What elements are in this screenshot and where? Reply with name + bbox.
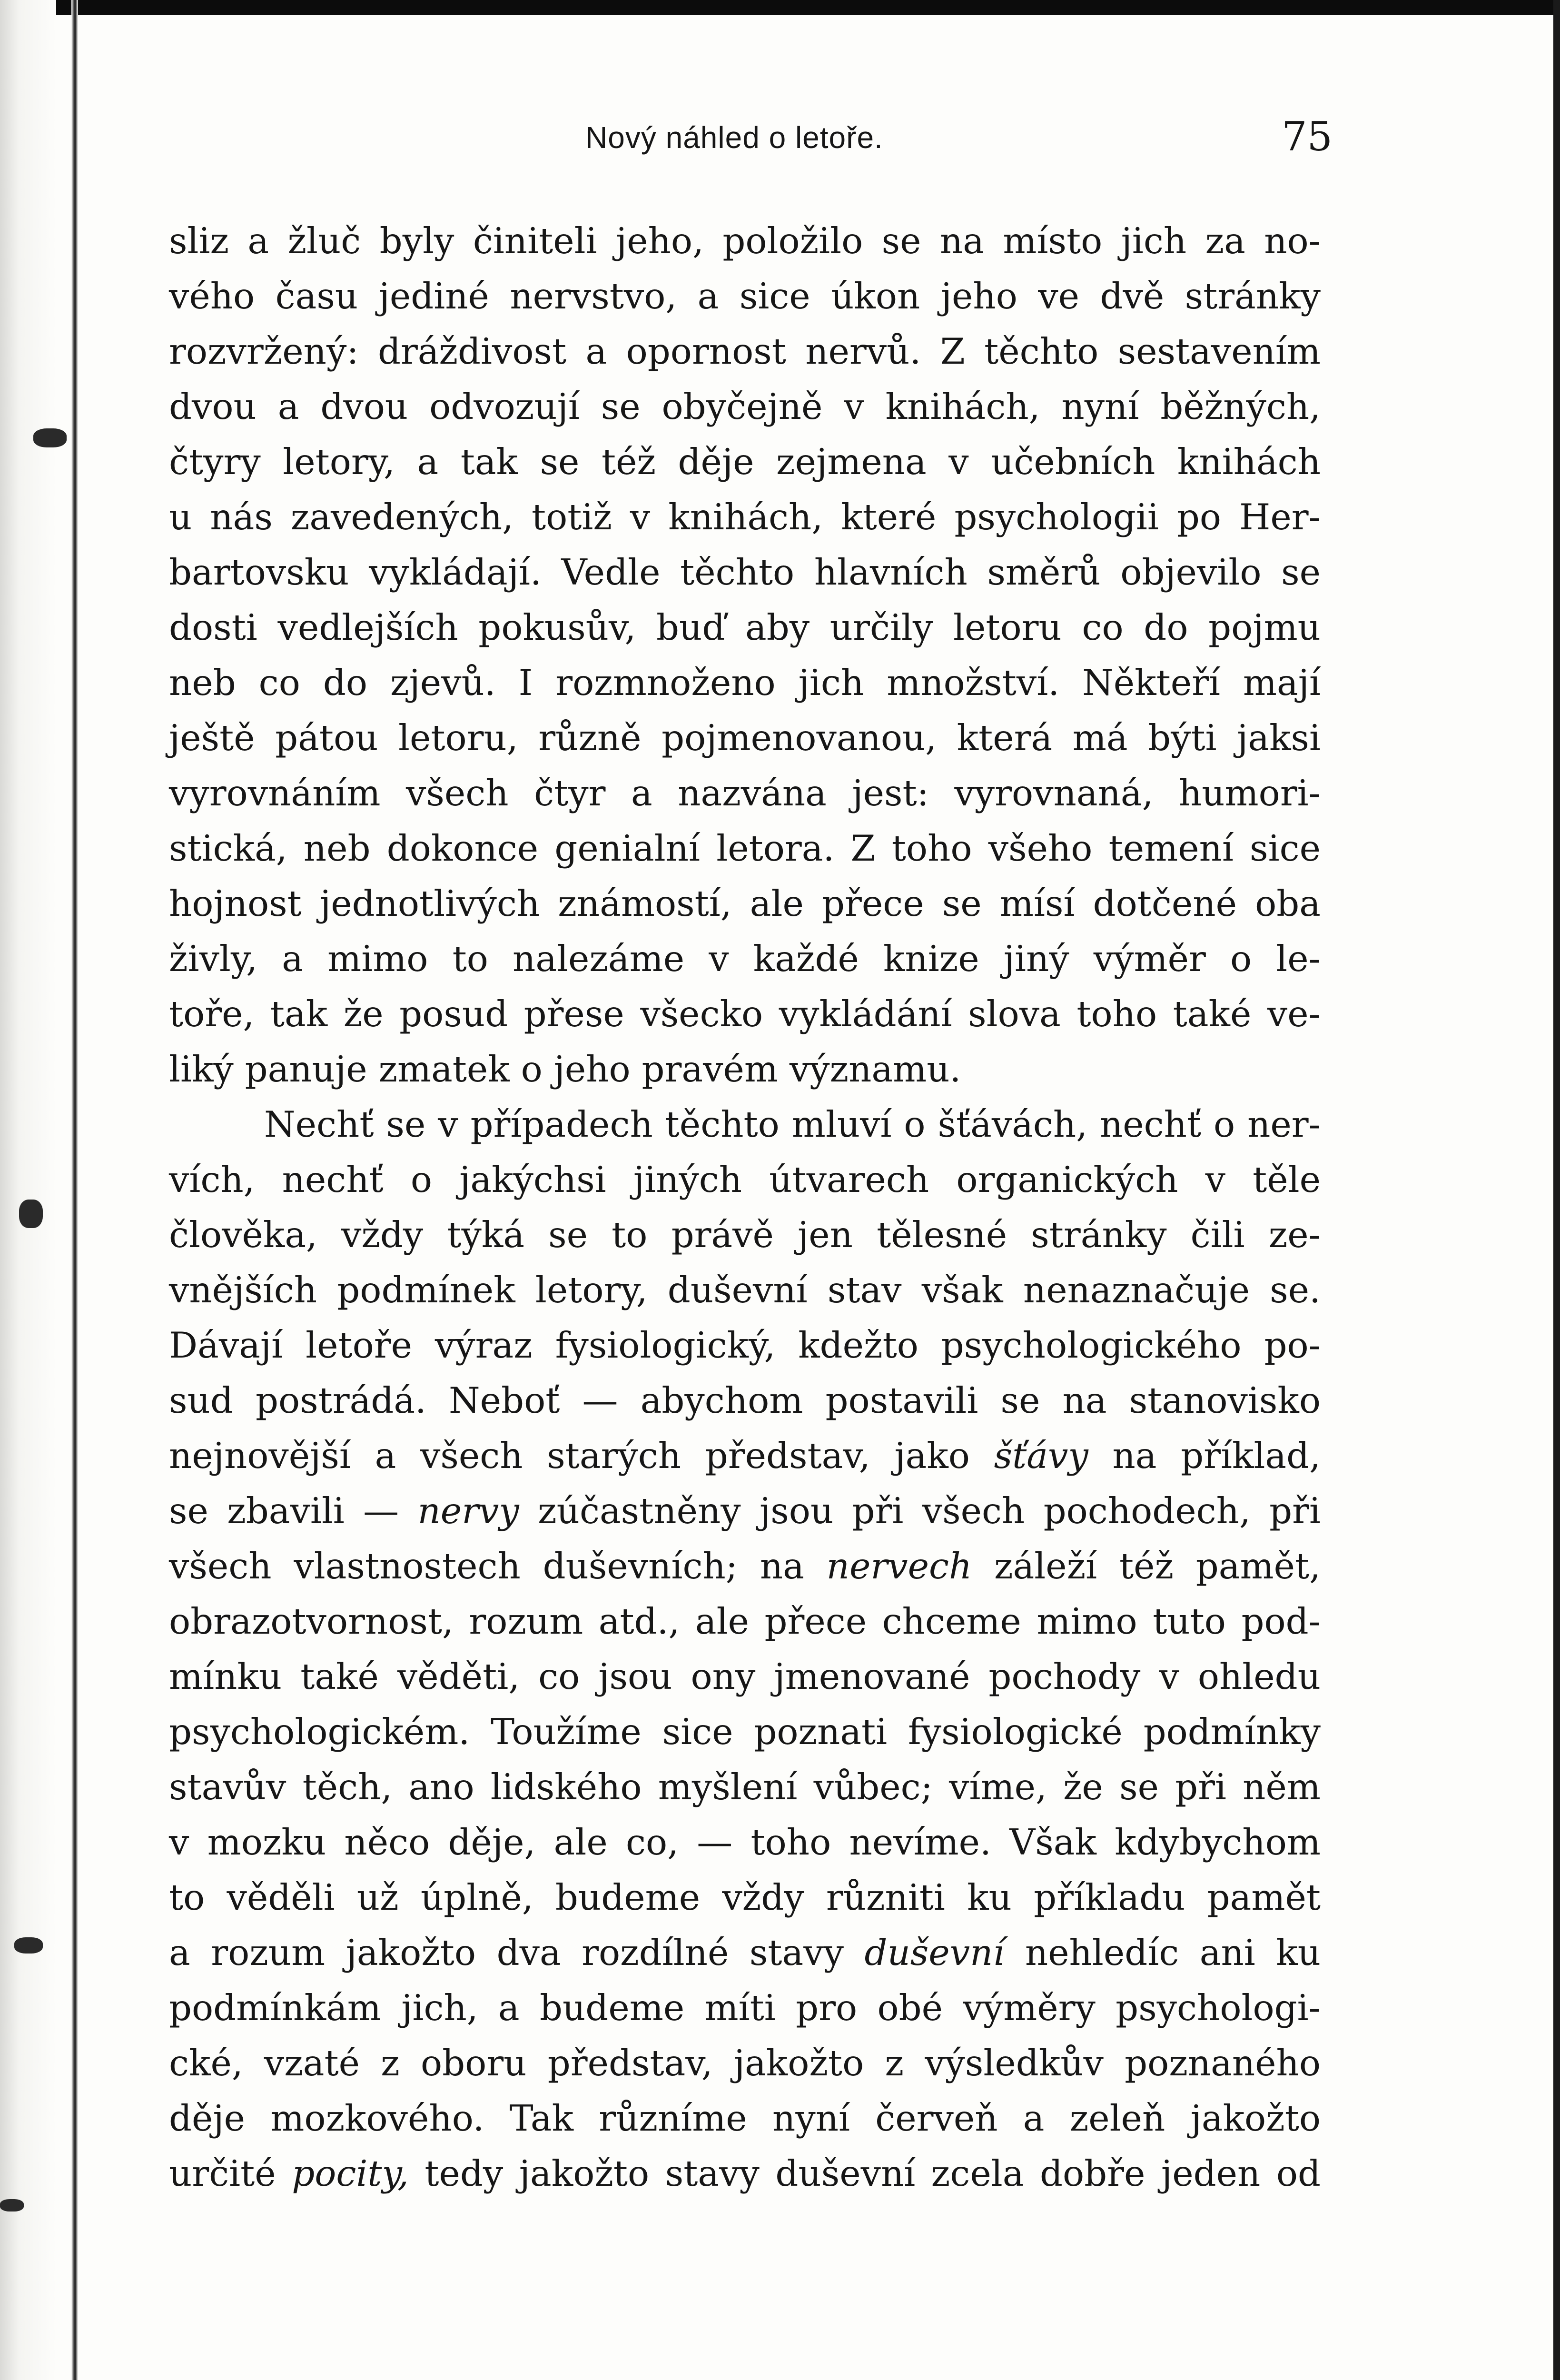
text-line: živly, a mimo to nalezáme v každé knize jiný výměr o le- [169, 938, 1321, 980]
text-line: podmínkám jich, a budeme míti pro obé výměry psychologi- [169, 1987, 1321, 2029]
emphasis-text: nervy [417, 1490, 519, 1532]
text-line: psychologickém. Toužíme sice poznati fysiologické podmínky [169, 1711, 1321, 1753]
binding-shadow [0, 0, 56, 2380]
page-number: 75 [1282, 113, 1333, 160]
text-line: u nás zavedených, totiž v knihách, které psychologii po Her- [169, 496, 1321, 538]
text-line: vnějších podmínek letory, duševní stav však nenaznačuje se. [169, 1269, 1321, 1311]
text-line: dosti vedlejších pokusův, buď aby určily letoru co do pojmu [169, 606, 1321, 648]
text-line: v mozku něco děje, ale co, — toho nevíme. Však kdybychom [169, 1821, 1321, 1863]
scan-right-edge [1553, 0, 1560, 2380]
text-line: toře, tak že posud přese všecko vykládání slova toho také ve- [169, 993, 1321, 1035]
text-line: mínku také věděti, co jsou ony jmenované pochody v ohledu [169, 1656, 1321, 1697]
text-line: liký panuje zmatek o jeho pravém významu. [169, 1048, 961, 1090]
emphasis-text: nervech [826, 1545, 972, 1587]
text-line: čtyry letory, a tak se též děje zejmena v učebních knihách [169, 441, 1321, 483]
text-line: obrazotvornost, rozum atd., ale přece chceme mimo tuto pod- [169, 1600, 1321, 1642]
binding-line [71, 0, 78, 2380]
text-line: stická, neb dokonce genialní letora. Z toho všeho temení sice [169, 827, 1321, 869]
text-segment: záleží též pamět, [972, 1545, 1321, 1587]
text-line: vích, nechť o jakýchsi jiných útvarech organických v těle [169, 1159, 1321, 1200]
margin-mark [0, 2199, 24, 2211]
emphasis-text: duševní [864, 1932, 1005, 1973]
text-segment: tedy jakožto stavy duševní zcela dobře jeden od [408, 2152, 1321, 2194]
text-segment: se zbavili — [169, 1490, 418, 1532]
text-line [169, 2146, 1321, 2201]
emphasis-text: šťávy [994, 1435, 1088, 1477]
text-segment: zúčastněny jsou při všech pochodech, při [519, 1490, 1321, 1532]
running-title: Nový náhled o letoře. [585, 120, 883, 155]
emphasis-text: pocity, [292, 2152, 409, 2194]
margin-mark [33, 428, 67, 447]
body-text [169, 213, 1321, 2201]
text-line: sliz a žluč byly činiteli jeho, položilo se na místo jich za no- [169, 220, 1321, 262]
text-line: sud postrádá. Neboť — abychom postavili se na stanovisko [169, 1379, 1321, 1421]
text-line: děje mozkového. Tak různíme nyní červeň a zeleň jakožto [169, 2097, 1321, 2139]
text-line: vého času jediné nervstvo, a sice úkon jeho ve dvě stránky [169, 275, 1321, 317]
text-line [169, 1925, 1321, 1980]
text-line: ještě pátou letoru, různě pojmenovanou, která má býti jaksi [169, 717, 1321, 759]
text-segment: na příklad, [1088, 1435, 1321, 1477]
text-segment: a rozum jakožto dva rozdílné stavy [169, 1932, 865, 1973]
text-line: Nechť se v případech těchto mluví o šťávách, nechť o ner- [264, 1103, 1321, 1145]
text-line: cké, vzaté z oboru představ, jakožto z výsledkův poznaného [169, 2042, 1321, 2084]
text-segment: nejnovější a všech starých představ, jako [169, 1435, 994, 1477]
text-segment: všech vlastnostech duševních; na [169, 1545, 827, 1587]
text-segment: nehledíc ani ku [1004, 1932, 1321, 1973]
text-line: rozvržený: dráždivost a opornost nervů. Z těchto sestavením [169, 330, 1321, 372]
text-segment: určité [169, 2152, 292, 2194]
scan-top-edge [0, 0, 1560, 15]
text-line: Dávají letoře výraz fysiologický, kdežto psychologického po- [169, 1324, 1321, 1366]
text-line: vyrovnáním všech čtyr a nazvána jest: vyrovnaná, humori- [169, 772, 1321, 814]
text-line [169, 1483, 1321, 1538]
text-line: dvou a dvou odvozují se obyčejně v knihách, nyní běžných, [169, 386, 1321, 427]
text-line [169, 1428, 1321, 1483]
text-line: bartovsku vykládají. Vedle těchto hlavních směrů objevilo se [169, 551, 1321, 593]
text-line: to věděli už úplně, budeme vždy různiti ku příkladu pamět [169, 1876, 1321, 1918]
text-line [169, 1538, 1321, 1594]
margin-mark [14, 1937, 43, 1954]
text-line: člověka, vždy týká se to právě jen tělesné stránky čili ze- [169, 1214, 1321, 1256]
text-line: stavův těch, ano lidského myšlení vůbec; víme, že se při něm [169, 1766, 1321, 1808]
page-header [176, 113, 1333, 166]
margin-mark [19, 1200, 43, 1228]
text-line: hojnost jednotlivých známostí, ale přece se mísí dotčené oba [169, 883, 1321, 924]
text-line: neb co do zjevů. I rozmnoženo jich množství. Někteří mají [169, 662, 1321, 704]
